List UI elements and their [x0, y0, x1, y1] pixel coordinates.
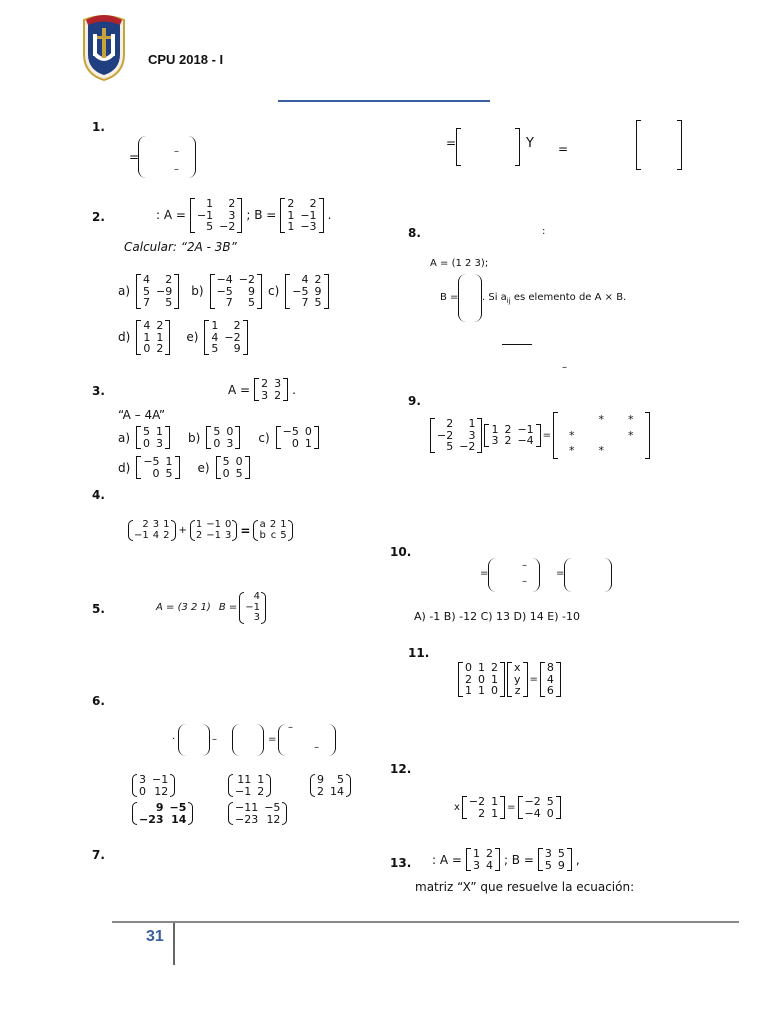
right-top-empty-matrix-2 [636, 120, 682, 170]
q5-number: 5. [92, 602, 105, 616]
q12-x: x [454, 802, 460, 814]
q12-matrix-2: −2 5 −4 0 [518, 796, 561, 819]
q13-matrix-b: 3 5 5 9 [538, 848, 572, 871]
q9-matrix-1: 2 1 −2 3 5 −2 [430, 418, 482, 453]
q6-empty-matrix-3 [278, 724, 336, 761]
q11-matrix-1: 0 1 2 2 0 1 1 1 0 [458, 662, 505, 697]
q10-options: A) -1 B) -12 C) 13 D) 14 E) -10 [414, 610, 580, 623]
q2-lead: : A = [156, 208, 186, 223]
q2-option-b-matrix: −4 −2 −5 9 7 5 [210, 274, 262, 309]
q3-option-d-label: d) [118, 460, 131, 475]
q10-empty-matrix-2 [564, 558, 612, 597]
q2-matrix-b: 2 2 1 −1 1 −3 [280, 198, 323, 233]
q8-a-line: A = (1 2 3); [430, 258, 489, 269]
q2-option-a-matrix: 4 2 5 −9 7 5 [136, 274, 179, 309]
q10-empty-matrix-1 [488, 558, 540, 597]
q6-empty-matrix-2 [232, 724, 264, 761]
right-top-empty-matrix-1 [456, 128, 520, 166]
q6-minus-3: – [314, 742, 319, 753]
footer-rule [112, 921, 739, 923]
q10-equals-2: = [556, 568, 565, 579]
q4-matrix-1: 2 3 1 −1 4 2 [128, 520, 176, 541]
q2-options-row2 [118, 320, 248, 355]
q2-option-d-matrix: 4 2 1 1 0 2 [136, 320, 170, 355]
q12-number: 12. [390, 762, 412, 776]
q5-a-label: A = (3 2 1) [156, 602, 211, 614]
q4-matrix-3: a 2 1 b c 5 [253, 520, 292, 541]
q8-colon: : [542, 226, 546, 237]
q2-instruction: Calcular: “2A - 3B” [124, 240, 237, 254]
q13-end: , [575, 852, 580, 867]
q12-equals: = [507, 802, 516, 814]
q6-option-5: −11 −5 −23 12 [228, 802, 287, 825]
title-underline [278, 100, 490, 102]
q3-option-e-matrix: 5 0 0 5 [216, 456, 250, 479]
q3-option-c-label: c) [258, 430, 270, 445]
q4-number: 4. [92, 488, 105, 502]
q9-equals: = [542, 429, 552, 441]
q13-statement [432, 848, 580, 871]
q11-equation [458, 662, 561, 697]
q6-option-3: 9 5 2 14 [310, 774, 351, 797]
q2-number: 2. [92, 210, 105, 224]
q12-matrix-1: −2 1 2 1 [462, 796, 505, 819]
q2-option-c-label: c) [268, 284, 280, 299]
q3-option-a-matrix: 5 1 0 3 [136, 426, 170, 449]
q13-number: 13. [390, 856, 412, 870]
q3-option-c-matrix: −5 0 0 1 [276, 426, 319, 449]
q3-end: . [292, 382, 296, 397]
q2-option-e-matrix: 1 2 4 −2 5 9 [204, 320, 247, 355]
q3-option-d-matrix: −5 1 0 5 [136, 456, 179, 479]
q3-expression: “A – 4A” [118, 408, 166, 422]
q1-number: 1. [92, 120, 105, 134]
q9-matrix-2: 1 2 −1 3 2 −4 [484, 424, 540, 447]
q2-option-c-matrix: 4 2 −5 9 7 5 [285, 274, 328, 309]
q8-empty-matrix-b [458, 274, 482, 327]
q6-option-2: 11 1 −1 2 [228, 774, 271, 797]
q9-matrix-3: * * * * * * [553, 412, 650, 459]
q8-number: 8. [408, 226, 421, 240]
q6-minus-2: – [288, 722, 293, 733]
q10-number: 10. [390, 545, 412, 559]
q6-equals: = [268, 734, 277, 745]
q4-matrix-2: 1 −1 0 2 −1 3 [190, 520, 238, 541]
q8-text: . Si $a_{ij}$ es elemento de A × B. [482, 292, 627, 305]
q13-lead: : A = [432, 852, 462, 867]
q8-b-label: B = [440, 292, 459, 303]
q3-number: 3. [92, 384, 105, 398]
q1-empty-matrix [138, 136, 194, 178]
q6-dot: · [172, 734, 176, 745]
q3-lead: A = [228, 382, 251, 397]
q2-statement [156, 198, 331, 233]
q1-minus-2: – [174, 164, 179, 175]
q4-equals: = [240, 523, 251, 538]
q13-text: matriz “X” que resuelve la ecuación: [415, 880, 635, 894]
q10-minus-2: – [522, 576, 527, 587]
right-top-y: Y [526, 136, 534, 151]
q11-matrix-2: x y z [507, 662, 528, 697]
q5-matrix-b: 4 −1 3 [239, 592, 266, 624]
q6-option-4: 9 −5 −23 14 [132, 802, 193, 825]
q11-matrix-3: 8 4 6 [540, 662, 561, 697]
q3-options-row1 [118, 426, 319, 449]
university-logo [80, 14, 128, 82]
q8-fraction-bar [502, 344, 532, 345]
q5-b-label: B = [218, 602, 238, 614]
q5-statement [156, 592, 266, 624]
q3-matrix-a: 2 3 3 2 [254, 378, 288, 401]
q1-equals: = [129, 150, 140, 164]
q12-equation [454, 796, 561, 819]
q8-dash: – [562, 362, 567, 373]
page-number: 31 [146, 928, 164, 945]
q3-option-e-label: e) [197, 460, 210, 475]
q2-option-b-label: b) [191, 284, 204, 299]
q3-option-a-label: a) [118, 430, 131, 445]
q4-plus: + [178, 525, 187, 536]
q6-number: 6. [92, 694, 105, 708]
q10-equals-1: = [480, 568, 489, 579]
q13-matrix-a: 1 2 3 4 [466, 848, 500, 871]
q2-option-a-label: a) [118, 284, 131, 299]
q2-option-e-label: e) [186, 330, 199, 345]
q3-statement [228, 378, 296, 401]
right-top-equals: = [446, 136, 457, 150]
q3-option-b-matrix: 5 0 0 3 [206, 426, 240, 449]
footer-divider [173, 923, 175, 965]
q6-empty-matrix-1 [178, 724, 210, 761]
q2-options-row1 [118, 274, 329, 309]
right-top-equals-2: = [558, 142, 569, 156]
q9-equation [430, 412, 650, 459]
q4-equation [128, 520, 293, 541]
q3-options-row2 [118, 456, 250, 479]
q9-number: 9. [408, 394, 421, 408]
q10-minus-1: – [522, 560, 527, 571]
q7-number: 7. [92, 848, 105, 862]
q11-number: 11. [408, 646, 430, 660]
q2-sep: ; B = [246, 208, 277, 223]
q11-equals: = [529, 673, 538, 685]
q13-sep: ; B = [503, 852, 534, 867]
q2-option-d-label: d) [118, 330, 131, 345]
q3-option-b-label: b) [188, 430, 201, 445]
q6-option-1: 3 −1 0 12 [132, 774, 175, 797]
header-title: CPU 2018 - I [148, 52, 224, 67]
q6-minus: – [212, 734, 217, 745]
q2-end: . [327, 208, 332, 223]
q1-minus-1: – [174, 146, 179, 157]
q2-matrix-a: 1 2 −1 3 5 −2 [190, 198, 242, 233]
